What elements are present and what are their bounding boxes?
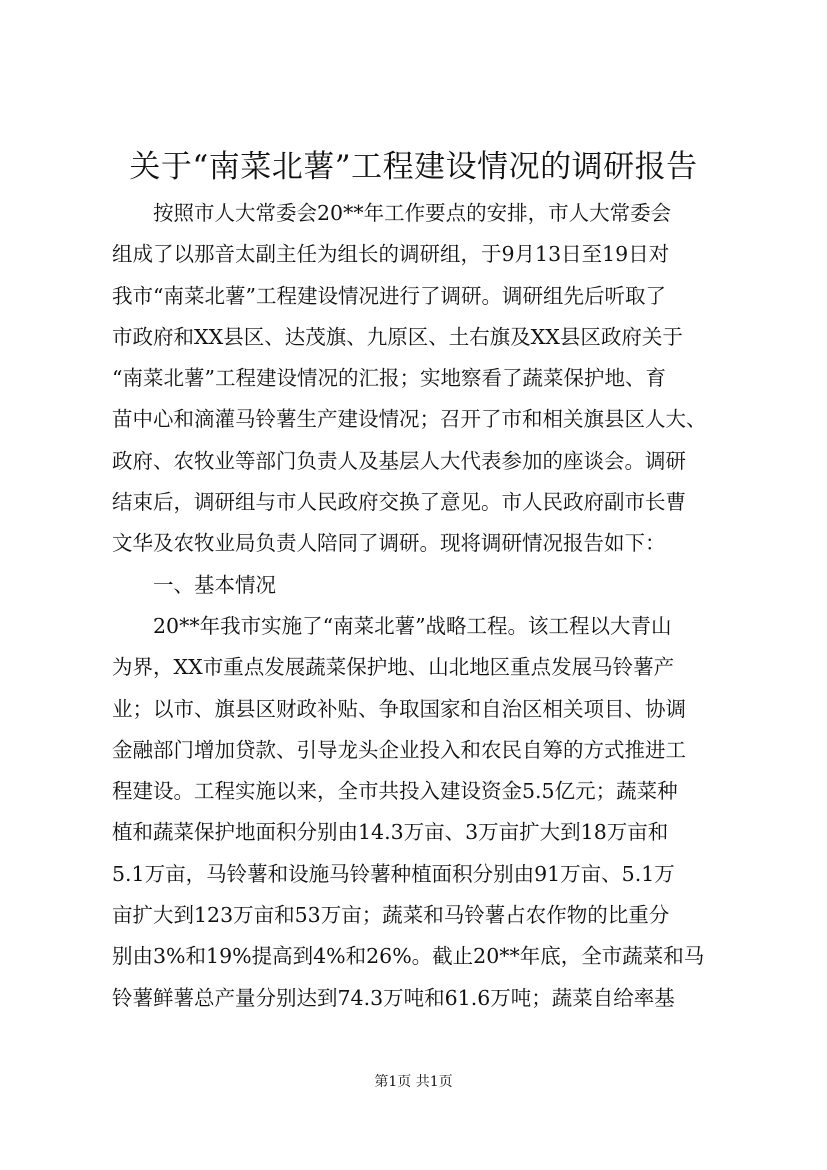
paragraph-line: 金融部门增加贷款、引导龙头企业投入和农民自筹的方式推进工 bbox=[112, 737, 686, 762]
document-title: 关于“南菜北薯”工程建设情况的调研报告 bbox=[129, 149, 698, 185]
paragraph-line: 为界，XX市重点发展蔬菜保护地、山北地区重点发展马铃薯产 bbox=[112, 655, 675, 680]
paragraph-line: 按照市人大常委会20**年工作要点的安排，市人大常委会 bbox=[153, 201, 672, 225]
paragraph-line: 苗中心和滴灌马铃薯生产建设情况；召开了市和相关旗县区人大、 bbox=[112, 407, 707, 432]
document-body bbox=[112, 193, 732, 1019]
section-heading: 一、基本情况 bbox=[153, 572, 276, 597]
page-footer: 第1页 共1页 bbox=[374, 1074, 453, 1090]
paragraph-line: 结束后，调研组与市人民政府交换了意见。市人民政府副市长曹 bbox=[112, 490, 686, 515]
paragraph-line: 5.1万亩，马铃薯和设施马铃薯种植面积分别由91万亩、5.1万 bbox=[112, 861, 675, 886]
paragraph-line: 别由3%和19%提高到4%和26%。截止20**年底，全市蔬菜和马 bbox=[112, 944, 705, 969]
paragraph-line: “南菜北薯”工程建设情况的汇报；实地察看了蔬菜保护地、育 bbox=[112, 366, 666, 391]
paragraph-line: 20**年我市实施了“南菜北薯”战略工程。该工程以大青山 bbox=[153, 613, 672, 638]
paragraph-line: 程建设。工程实施以来，全市共投入建设资金5.5亿元；蔬菜种 bbox=[112, 779, 678, 804]
paragraph-line: 铃薯鲜薯总产量分别达到74.3万吨和61.6万吨；蔬菜自给率基 bbox=[112, 985, 675, 1010]
paragraph-line: 植和蔬菜保护地面积分别由14.3万亩、3万亩扩大到18万亩和 bbox=[112, 820, 669, 845]
paragraph-line: 亩扩大到123万亩和53万亩；蔬菜和马铃薯占农作物的比重分 bbox=[112, 903, 670, 928]
paragraph-line: 我市“南菜北薯”工程建设情况进行了调研。调研组先后听取了 bbox=[112, 283, 666, 308]
paragraph-line: 市政府和XX县区、达茂旗、九原区、土右旗及XX县区政府关于 bbox=[112, 324, 683, 349]
paragraph-line: 业；以市、旗县区财政补贴、争取国家和自治区相关项目、协调 bbox=[112, 696, 686, 721]
paragraph-line: 组成了以那音太副主任为组长的调研组，于9月13日至19日对 bbox=[112, 242, 670, 267]
paragraph-line: 文华及农牧业局负责人陪同了调研。现将调研情况报告如下： bbox=[112, 531, 666, 556]
paragraph-line: 政府、农牧业等部门负责人及基层人大代表参加的座谈会。调研 bbox=[112, 448, 686, 473]
